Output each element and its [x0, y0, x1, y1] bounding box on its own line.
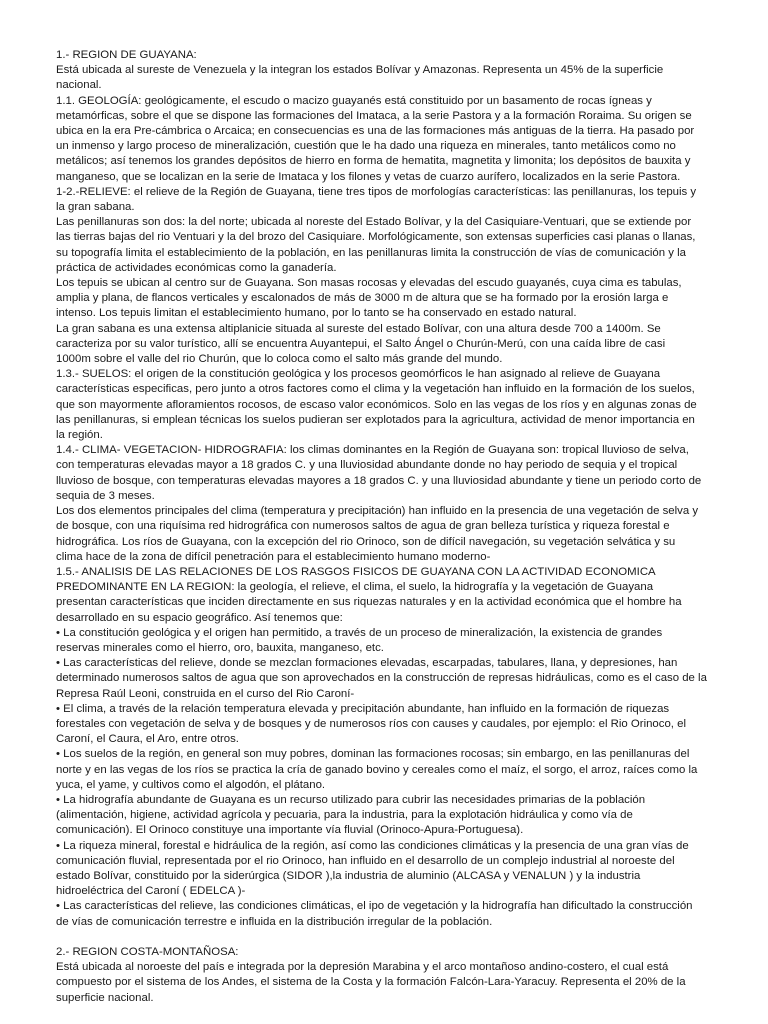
text-line: caracteriza por su valor turístico, allí se encuentra Auyantepui, el Salto Ángel o Churún-Merú, con una caída libre de casi — [56, 337, 666, 350]
text-line: yuca, el yame, y cultivos como el algodón, el plátano. — [56, 778, 326, 791]
text-line: comunicación fluvial, representada por el rio Orinoco, han influido en el desarrollo de un complejo industrial al noroeste del — [56, 854, 675, 867]
text-line: metálicos; así tenemos los grandes depósitos de hierro en forma de hematita, magnetita y limonita; los depósitos de bauxita y — [56, 155, 691, 168]
text-line: un inmenso y largo proceso de mineralización, cuestión que le ha dado una riqueza en minerales, tanto metálicos como no — [56, 140, 676, 153]
text-line: metamórficas, sobre el que se dispone las formaciones del Imataca, a la serie Pastora y a la formación Roraima. Su origen se — [56, 109, 692, 122]
text-line: estado Bolívar, constituido por la siderúrgica (SIDOR ),la industria de aluminio (ALCASA y VENALUN ) y la industria — [56, 869, 641, 882]
text-line: (alimentación, higiene, actividad agrícola y pecuaria, para la industria, para la explotación hidráulica y como vía de — [56, 809, 633, 822]
text-line: PREDOMINANTE EN LA REGION: la geología, el relieve, el clima, el suelo, la hidrografía y la vegetación de Guayana — [56, 581, 654, 594]
text-line: • La hidrografía abundante de Guayana es un recurso utilizado para cubrir las necesidades primarias de la población — [56, 793, 646, 806]
text-line: comunicación). El Orinoco constituye una importante vía fluvial (Orinoco-Apura-Portuguesa). — [56, 824, 524, 837]
text-line: • Las características del relieve, las condiciones climáticas, el ipo de vegetación y la hidrografía han dificultado la construcción — [56, 900, 693, 913]
text-line: 1.1. GEOLOGÍA: geológicamente, el escudo o macizo guayanés está constituido por un basamento de rocas ígneas y — [56, 94, 652, 107]
text-line: práctica de actividades económicas como la ganadería. — [56, 261, 337, 274]
text-line: hidroeléctrica del Caroní ( EDELCA )- — [56, 885, 246, 898]
text-line: superficie nacional. — [56, 991, 154, 1004]
text-line: sequia de 3 meses. — [56, 489, 155, 502]
text-line: • Las características del relieve, donde se mezclan formaciones elevadas, escarpadas, tabulares, llana, y depresiones, han — [56, 657, 678, 670]
text-line: su topografía limita el establecimiento de la población, en las penillanuras limita la construcción de vías de comunicación y la — [56, 246, 686, 259]
text-line: reservas minerales como el hierro, oro, bauxita, manganeso, etc. — [56, 641, 384, 654]
text-line: 1.4.- CLIMA- VEGETACION- HIDROGRAFIA: los climas dominantes en la Región de Guayana son: tropical lluvioso de selva, — [56, 444, 689, 457]
text-line: compuesto por el sistema de los Andes, el sistema de la Costa y la formación Falcón-Lara-Yaracuy. Representa el 20% de la — [56, 976, 686, 989]
section-costa-montanosa — [56, 945, 716, 1006]
text-line: 1000m sobre el valle del rio Churún, que lo coloca como el salto más grande del mundo. — [56, 353, 503, 366]
text-line: la gran sabana. — [56, 201, 135, 214]
text-line: la región. — [56, 429, 103, 442]
text-line: norte y en las vegas de los ríos se practica la cría de ganado bovino y cereales como el maíz, el sorgo, el arroz, raíces como la — [56, 763, 698, 776]
text-line: características especificas, pero junto a otros factores como el clima y la vegetación han influido en la formación de los suelos, — [56, 383, 695, 396]
text-line: 1-2.-RELIEVE: el relieve de la Región de Guayana, tiene tres tipos de morfologías características: las penillanuras, los tepuis y — [56, 185, 697, 198]
text-line: Caroní, el Caura, el Aro, entre otros. — [56, 733, 239, 746]
text-line: de vías de comunicación terrestre e influida en la distribución irregular de la población. — [56, 915, 493, 928]
text-line: • La constitución geológica y el origen han permitido, a través de un proceso de mineralización, la existencia de grandes — [56, 626, 663, 639]
text-line: determinado numerosos saltos de agua que son aprovechados en la construcción de represas hidráulicas, como es el caso de la — [56, 672, 707, 685]
text-line: 1.5.- ANALISIS DE LAS RELACIONES DE LOS RASGOS FISICOS DE GUAYANA CON LA ACTIVIDAD ECONOMICA — [56, 565, 656, 578]
document-page — [56, 48, 716, 1006]
text-line: Las penillanuras son dos: la del norte; ubicada al noreste del Estado Bolívar, y la del Casiquiare-Ventuari, que se extiende por — [56, 216, 692, 229]
paragraph-gap — [56, 930, 716, 945]
text-line: ubica en la era Pre-cámbrica o Arcaica; en consecuencias es una de las formaciones más antiguas de la tierra. Ha pasado por — [56, 125, 695, 138]
text-line: forestales con vegetación de selva y de bosques y de numerosos ríos con causes y caudales, por ejemplo: el Rio Orinoco, el — [56, 717, 686, 730]
text-line: hidrográfica. Los ríos de Guayana, con la excepción del rio Orinoco, son de difícil navegación, su vegetación selvática y su — [56, 535, 676, 548]
text-line: 2.- REGION COSTA-MONTAÑOSA: — [56, 945, 239, 958]
text-line: las penillanuras, si emplean técnicas los suelos pudieran ser explotados para la agricultura, actividad de menor importancia en — [56, 413, 695, 426]
text-line: presentan características que inciden directamente en sus riquezas naturales y en la actividad económica que el hombre ha — [56, 596, 682, 609]
text-line: • Los suelos de la región, en general son muy pobres, dominan las formaciones rocosas; sin embargo, en las penillanuras del — [56, 748, 690, 761]
text-line: desarrollado en su espacio geográfico. Así tenemos que: — [56, 611, 343, 624]
text-line: lluvioso de bosque, con temperaturas elevadas mayores a 18 grados C. y una lluviosidad abundante y tiene un periodo corto de — [56, 474, 702, 487]
text-line: intenso. Los tepuis limitan el establecimiento humano, por lo tanto se ha conservado en estado natural. — [56, 307, 577, 320]
text-line: clima hace de la zona de difícil penetración para el establecimiento humano moderno- — [56, 550, 491, 563]
text-line: Está ubicada al sureste de Venezuela y la integran los estados Bolívar y Amazonas. Representa un 45% de la superficie — [56, 64, 664, 77]
text-line: con temperaturas elevadas mayor a 18 grados C. y una lluviosidad abundante donde no hay periodo de sequia y el tropical — [56, 459, 678, 472]
text-line: 1.3.- SUELOS: el origen de la constitución geológica y los procesos geomórficos le han asignado al relieve de Guayana — [56, 368, 661, 381]
text-line: • El clima, a través de la relación temperatura elevada y precipitación abundante, han influido en la formación de riquezas — [56, 702, 670, 715]
text-line: Los dos elementos principales del clima (temperatura y precipitación) han influido en la presencia de una vegetación de selva y — [56, 505, 699, 518]
text-line: amplia y plana, de flancos verticales y escalonados de más de 3000 m de altura que se ha formado por la erosión larga e — [56, 292, 669, 305]
text-line: La gran sabana es una extensa altiplanicie situada al sureste del estado Bolívar, con una altura desde 700 a 1400m. Se — [56, 322, 661, 335]
text-line: que son mayormente afloramientos rocosos, de escaso valor económicos. Solo en las vegas de los ríos y en algunas zonas de — [56, 398, 697, 411]
text-line: manganeso, que se localizan en la serie de Imataca y los filones y vetas de cuarzo aurífero, localizados en la serie Pastora. — [56, 170, 681, 183]
text-line: Está ubicada al noroeste del país e integrada por la depresión Marabina y el arco montañoso andino-costero, el cual está — [56, 961, 669, 974]
text-line: 1.- REGION DE GUAYANA: — [56, 49, 197, 61]
text-line: nacional. — [56, 79, 102, 92]
text-line: las tierras bajas del rio Ventuari y la del brozo del Casiquiare. Morfológicamente, son extensas superficies casi planas o llanas, — [56, 231, 696, 244]
text-line: Los tepuis se ubican al centro sur de Guayana. Son masas rocosas y elevadas del escudo guayanés, cuya cima es tabulas, — [56, 277, 682, 290]
section-guayana — [56, 48, 716, 930]
text-line: Represa Raúl Leoni, construida en el curso del Rio Caroní- — [56, 687, 355, 700]
text-line: • La riqueza mineral, forestal e hidráulica de la región, así como las condiciones climáticas y la presencia de una gran vías de — [56, 839, 689, 852]
text-line: de bosque, con una riquísima red hidrográfica con numerosos saltos de agua de gran belleza turística y riqueza forestal e — [56, 520, 670, 533]
